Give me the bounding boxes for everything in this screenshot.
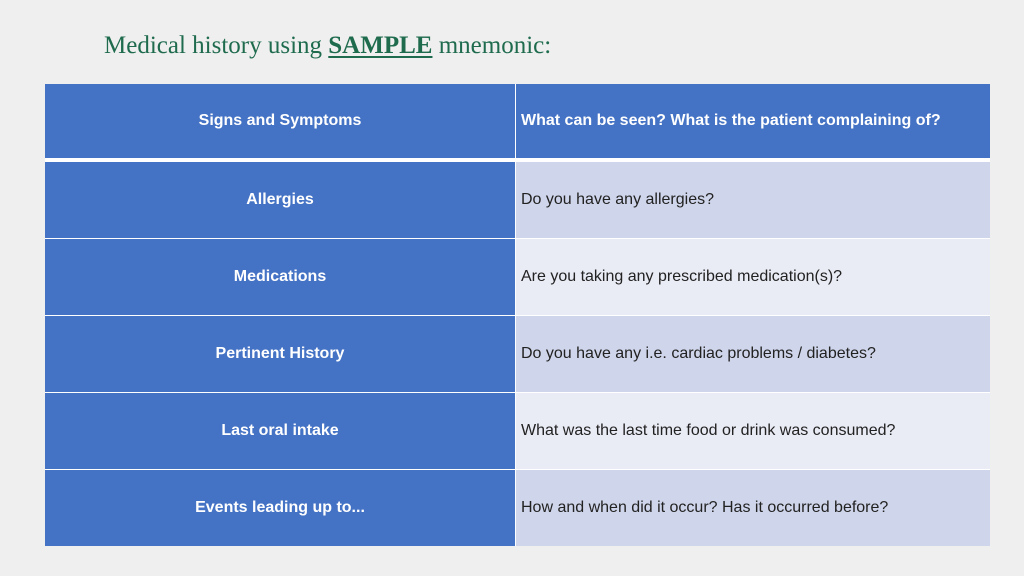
table-row — [45, 161, 990, 238]
table-row — [45, 469, 990, 546]
row-description: Are you taking any prescribed medication(s)? — [516, 239, 990, 315]
table-row — [45, 238, 990, 315]
row-label: Medications — [45, 239, 516, 315]
page-title — [104, 30, 551, 62]
row-label: Last oral intake — [45, 393, 516, 469]
header-cell-right: What can be seen? What is the patient complaining of? — [516, 84, 990, 158]
row-label: Events leading up to... — [45, 470, 516, 546]
title-prefix: Medical history using — [104, 32, 329, 59]
sample-table — [45, 84, 990, 546]
header-cell-left: Signs and Symptoms — [45, 84, 516, 158]
row-description: Do you have any i.e. cardiac problems / diabetes? — [516, 316, 990, 392]
table-row — [45, 315, 990, 392]
row-description: What was the last time food or drink was consumed? — [516, 393, 990, 469]
table-row — [45, 392, 990, 469]
row-label: Allergies — [45, 162, 516, 238]
title-suffix: mnemonic: — [432, 32, 552, 59]
table-header-row — [45, 84, 990, 161]
row-label: Pertinent History — [45, 316, 516, 392]
title-emphasis: SAMPLE — [328, 32, 433, 59]
row-description: How and when did it occur? Has it occurred before? — [516, 470, 990, 546]
row-description: Do you have any allergies? — [516, 162, 990, 238]
